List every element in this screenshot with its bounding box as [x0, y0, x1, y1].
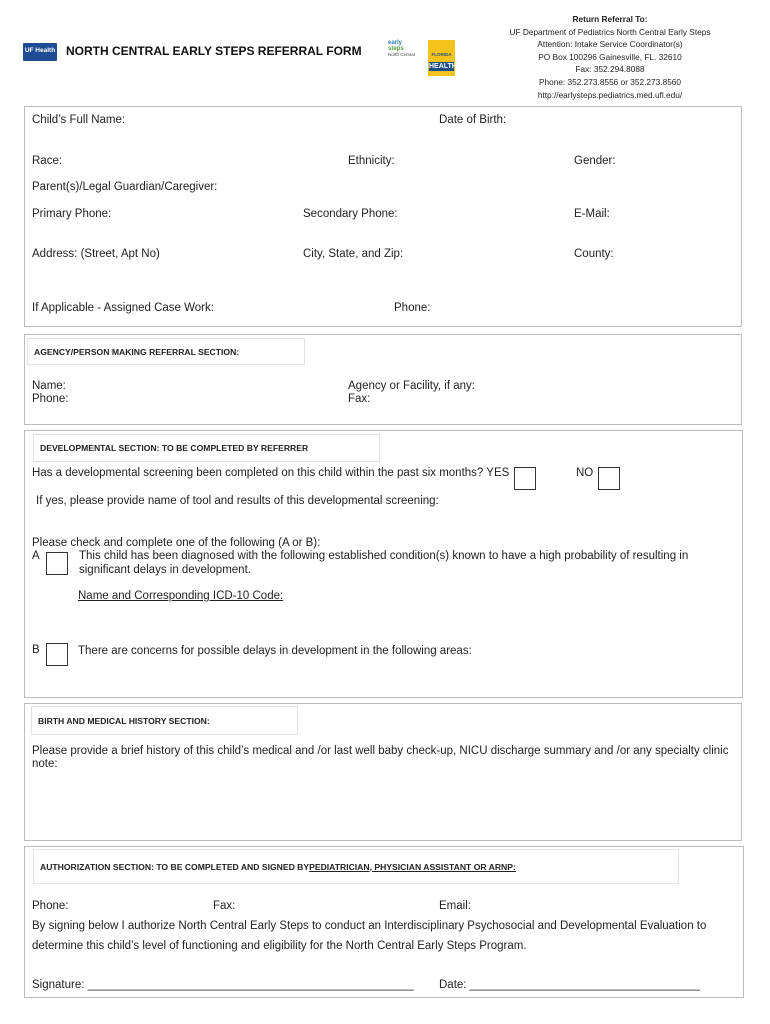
uf-health-logo: [23, 43, 57, 61]
agency-fax-field[interactable]: Fax:: [348, 393, 371, 405]
city-state-zip-field[interactable]: City, State, and Zip:: [303, 248, 404, 260]
birth-medical-section-header: BIRTH AND MEDICAL HISTORY SECTION:: [31, 706, 298, 735]
secondary-phone-field[interactable]: Secondary Phone:: [303, 208, 398, 220]
early-steps-logo-line2: steps: [388, 46, 404, 52]
address-field[interactable]: Address: (Street, Apt No): [32, 248, 160, 260]
return-line: Phone: 352.273.8556 or 352.273.8560: [538, 76, 682, 87]
auth-fax-field[interactable]: Fax:: [213, 900, 236, 912]
parent-guardian-field[interactable]: Parent(s)/Legal Guardian/Caregiver:: [32, 181, 218, 193]
health-logo-line1: FLORIDA: [431, 52, 452, 57]
auth-phone-field[interactable]: Phone:: [32, 900, 69, 912]
screening-tool-field[interactable]: If yes, please provide name of tool and results of this developmental screening:: [36, 495, 439, 507]
auth-email-field[interactable]: Email:: [439, 900, 471, 912]
authorization-header-signers: PEDIATRICIAN, PHYSICIAN ASSISTANT OR ARNP:: [309, 861, 516, 872]
agency-name-field[interactable]: Name:: [32, 380, 66, 392]
return-line: Attention: Intake Service Coordinator(s): [537, 39, 683, 50]
return-line: PO Box 100296 Gainesville, FL. 32610: [538, 51, 682, 62]
date-of-birth-field[interactable]: Date of Birth:: [439, 114, 507, 126]
screening-no-label: NO: [576, 467, 594, 479]
form-title: NORTH CENTRAL EARLY STEPS REFERRAL FORM: [66, 44, 362, 58]
return-line[interactable]: http://earlysteps.pediatrics.med.ufl.edu/: [537, 89, 683, 100]
early-steps-logo-line1: early: [388, 40, 403, 46]
authorization-header-text: AUTHORIZATION SECTION: TO BE COMPLETED AND SIGNED BY: [40, 861, 310, 872]
return-line: Fax: 352.294.8088: [575, 64, 645, 75]
icd-code-field[interactable]: Name and Corresponding ICD-10 Code:: [78, 590, 284, 602]
option-a-label: A: [32, 550, 40, 562]
race-field[interactable]: Race:: [32, 155, 63, 167]
option-a-text-line2: significant delays in development.: [79, 564, 251, 576]
screening-no-checkbox[interactable]: [598, 467, 620, 490]
option-b-checkbox[interactable]: [46, 643, 68, 666]
medical-history-instructions-line2: note:: [32, 758, 58, 770]
primary-phone-field[interactable]: Primary Phone:: [32, 208, 112, 220]
agency-facility-field[interactable]: Agency or Facility, if any:: [348, 380, 475, 392]
date-field[interactable]: Date: ____________________________________: [439, 979, 700, 991]
case-work-phone-field[interactable]: Phone:: [394, 302, 431, 314]
return-referral-title: Return Referral To:: [572, 14, 648, 24]
agency-phone-field[interactable]: Phone:: [32, 393, 69, 405]
option-a-checkbox[interactable]: [46, 552, 68, 575]
check-instructions: Please check and complete one of the following (A or B):: [32, 537, 321, 549]
return-referral-block: [490, 13, 730, 101]
consent-text-line2: determine this child’s level of functioning and eligibility for the North Central Early Steps Program.: [32, 940, 527, 952]
option-b-text: There are concerns for possible delays in development in the following areas:: [78, 645, 472, 657]
child-full-name-field[interactable]: Child’s Full Name:: [32, 114, 126, 126]
screening-question: Has a developmental screening been completed on this child within the past six months? YES: [32, 467, 510, 479]
developmental-section-header: DEVELOPMENTAL SECTION: TO BE COMPLETED BY REFERRER: [33, 434, 380, 462]
medical-history-instructions-line1: Please provide a brief history of this child’s medical and /or last well baby check-up, NICU discharge summary and /or any specialty clinic: [32, 745, 729, 757]
gender-field[interactable]: Gender:: [574, 155, 616, 167]
email-field[interactable]: E-Mail:: [574, 208, 610, 220]
uf-logo-text: UF Health: [24, 47, 56, 54]
return-line: UF Department of Pediatrics North Central Early Steps: [509, 26, 711, 37]
option-b-label: B: [32, 644, 40, 656]
screening-yes-checkbox[interactable]: [514, 467, 536, 490]
agency-section-header: AGENCY/PERSON MAKING REFERRAL SECTION:: [27, 338, 305, 365]
ethnicity-field[interactable]: Ethnicity:: [348, 155, 395, 167]
consent-text-line1: By signing below I authorize North Central Early Steps to conduct an Interdisciplinary Psychosocial and Developmental Evaluation to: [32, 920, 707, 932]
authorization-section-header: [33, 849, 679, 884]
option-a-text-line1: This child has been diagnosed with the following established condition(s) known to have a high probability of resulting in: [79, 550, 689, 562]
county-field[interactable]: County:: [574, 248, 614, 260]
florida-health-logo: [428, 40, 455, 76]
early-steps-logo: [388, 40, 422, 66]
signature-field[interactable]: Signature: ___________________________________________________: [32, 979, 414, 991]
health-logo-line2: HEALTH: [429, 63, 457, 70]
early-steps-logo-line3: North Central: [388, 52, 415, 57]
case-work-field[interactable]: If Applicable - Assigned Case Work:: [32, 302, 214, 314]
